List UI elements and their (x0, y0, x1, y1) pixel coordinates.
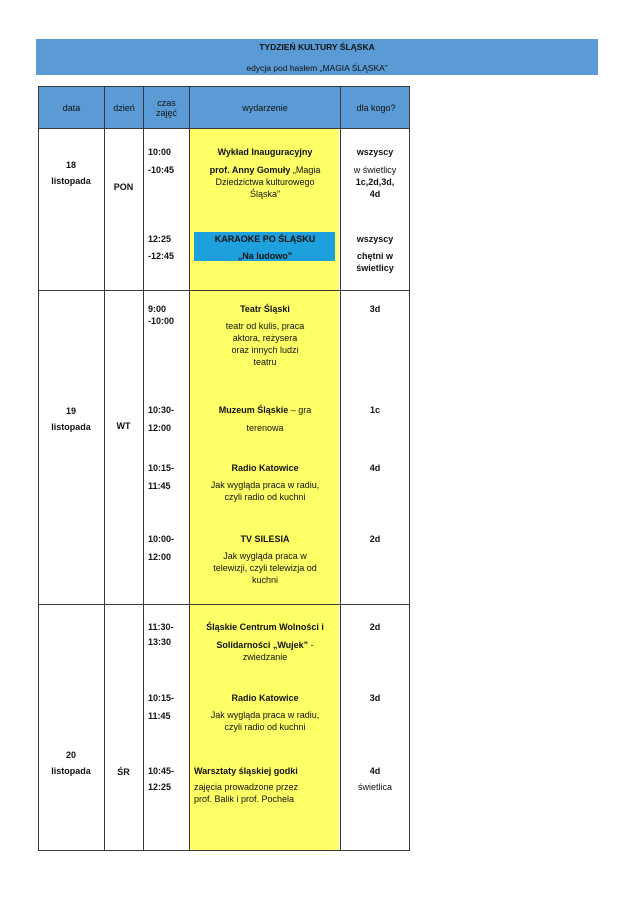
event-detail: Jak wygląda praca w radiu, (210, 710, 320, 720)
time-start: 10:00 (148, 147, 172, 157)
event-title-suffix: - (308, 640, 314, 650)
event-title: Radio Katowice (231, 463, 299, 473)
event-title: Radio Katowice (231, 693, 299, 703)
event-time (148, 303, 174, 327)
audience-line: wszyscy (356, 234, 394, 244)
event-detail: „Magia (290, 165, 321, 175)
subtitle-name: „MAGIA ŚLĄSKA” (319, 63, 388, 73)
day3-date (38, 749, 104, 777)
event-audience (340, 146, 410, 200)
event-description (190, 303, 340, 368)
event-description (190, 533, 340, 586)
time-start: 10:00- (148, 534, 175, 544)
event-time (148, 404, 174, 434)
event-time (148, 146, 174, 176)
event-time (148, 233, 174, 262)
header-audience: dla kogo? (356, 102, 396, 113)
event-speaker: prof. Anny Gomuły (209, 165, 291, 175)
page-subtitle (36, 63, 598, 73)
day2-date (38, 405, 104, 433)
divider (38, 290, 410, 291)
event-time (148, 692, 174, 722)
date-month: listopada (51, 422, 91, 432)
title-banner (36, 39, 598, 75)
event-detail: zajęcia prowadzone przez (194, 782, 299, 792)
event-detail: aktora, reżysera (232, 333, 298, 343)
event-description (190, 404, 340, 434)
header-date: data (39, 87, 105, 128)
event-title: Muzeum Śląskie (218, 405, 289, 415)
event-audience: 3d (369, 304, 381, 314)
event-description (190, 233, 340, 262)
event-title: TV SILESIA (240, 534, 290, 544)
date-number: 18 (65, 160, 76, 170)
audience-line: w świetlicy (353, 165, 397, 175)
event-description (194, 765, 340, 805)
event-detail: Dziedzictwa kulturowego (215, 177, 315, 187)
time-start: 10:45- (148, 766, 175, 776)
event-detail: telewizji, czyli telewizja od (213, 563, 317, 573)
header-event: wydarzenie (190, 87, 341, 128)
time-end: -12:45 (148, 251, 175, 261)
day2-weekday: WT (116, 421, 131, 431)
time-end: 12:00 (148, 552, 172, 562)
day1-date (38, 159, 104, 187)
date-number: 19 (65, 406, 76, 416)
event-detail: czyli radio od kuchni (224, 492, 306, 502)
event-time (148, 621, 174, 648)
header-time (144, 87, 190, 128)
audience-line: 4d (369, 189, 381, 199)
event-description (190, 462, 340, 503)
table-header (38, 86, 410, 129)
event-detail: Jak wygląda praca w (223, 551, 307, 561)
event-detail: prof. Balik i prof. Pochela (194, 794, 295, 804)
event-title-suffix: – gra (288, 405, 312, 415)
time-end: 11:45 (148, 481, 171, 491)
event-time (148, 765, 174, 793)
time-start: 10:15- (148, 463, 175, 473)
audience-line: świetlicy (356, 263, 394, 273)
divider (38, 604, 410, 605)
event-description (190, 621, 340, 663)
event-detail: czyli radio od kuchni (224, 722, 306, 732)
audience-line: wszyscy (356, 147, 394, 157)
event-time (148, 533, 174, 563)
day3-weekday: ŚR (117, 767, 130, 777)
event-detail: kuchni (251, 575, 278, 585)
event-detail: teatru (253, 357, 277, 367)
event-audience: 4d (369, 463, 381, 473)
time-end: 12:25 (148, 782, 172, 792)
time-start: 10:15- (148, 693, 175, 703)
date-month: listopada (51, 766, 91, 776)
audience-line: 1c,2d,3d, (355, 177, 395, 187)
header-time-line2: zajęć (155, 107, 177, 118)
header-day: dzień (105, 87, 144, 128)
event-audience (340, 233, 410, 274)
event-detail: terenowa (246, 423, 284, 433)
subtitle-prefix: edycja pod hasłem (246, 63, 320, 73)
event-description (190, 146, 340, 200)
event-detail: Śląska” (249, 189, 280, 199)
page-title: TYDZIEŃ KULTURY ŚLĄSKA (259, 42, 375, 52)
audience-line: 4d (369, 766, 381, 776)
event-detail: „Na ludowo” (237, 251, 293, 261)
date-month: listopada (51, 176, 91, 186)
event-title: Śląskie Centrum Wolności i (206, 622, 324, 632)
time-end: -10:00 (148, 316, 175, 326)
time-end: -10:45 (148, 165, 175, 175)
time-start: 9:00 (148, 304, 167, 314)
time-end: 13:30 (148, 637, 172, 647)
time-start: 12:25 (148, 234, 172, 244)
time-end: 12:00 (148, 423, 172, 433)
event-title: Solidarności „Wujek” (216, 640, 309, 650)
time-end: 11:45 (148, 711, 171, 721)
time-start: 11:30- (148, 622, 174, 632)
event-detail: Jak wygląda praca w radiu, (210, 480, 320, 490)
day1-weekday: PON (113, 182, 134, 192)
event-title: Wykład Inauguracyjny (217, 147, 313, 157)
event-description (190, 692, 340, 733)
audience-line: świetlica (357, 782, 392, 792)
header-time-line1: czas (157, 97, 176, 108)
event-audience: 2d (369, 622, 381, 632)
event-time (148, 462, 174, 492)
divider (104, 128, 105, 851)
event-audience: 2d (369, 534, 381, 544)
date-number: 20 (65, 750, 76, 760)
event-title: KARAOKE PO ŚLĄSKU (214, 234, 316, 244)
event-audience: 1c (369, 405, 380, 415)
event-audience (340, 765, 410, 793)
audience-line: chętni w (356, 251, 393, 261)
time-start: 10:30- (148, 405, 175, 415)
event-title: Warsztaty śląskiej godki (194, 766, 298, 776)
event-title: Teatr Śląski (240, 304, 290, 314)
event-detail: oraz innych ludzi (231, 345, 299, 355)
event-detail: teatr od kulis, praca (225, 321, 305, 331)
event-audience: 3d (369, 693, 381, 703)
divider (143, 128, 144, 851)
event-detail: zwiedzanie (242, 652, 288, 662)
